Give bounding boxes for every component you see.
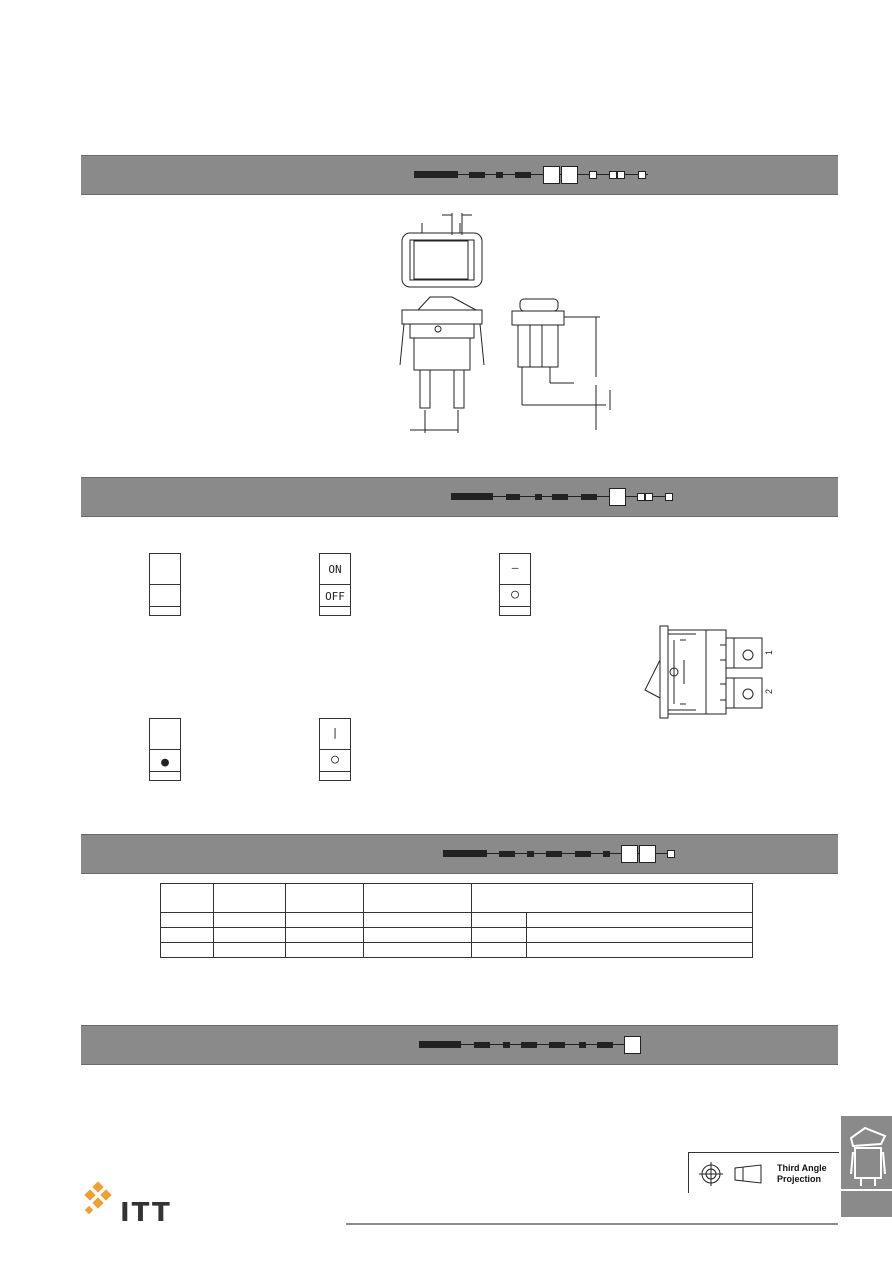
- cap-bottom-symbol: ●: [161, 755, 169, 770]
- section-tab: [841, 1116, 892, 1189]
- cap-top-text: ON: [328, 563, 342, 576]
- footer-rule: [346, 1223, 838, 1225]
- rocker-switch-icon: [841, 1116, 892, 1189]
- table-row: [161, 928, 753, 943]
- cap-bottom-text: OFF: [325, 590, 345, 603]
- projection-line-2: Projection: [777, 1174, 822, 1184]
- cap-bottom-symbol: ○: [511, 587, 519, 602]
- table-header-row: [161, 884, 753, 913]
- projection-line-1: Third Angle: [777, 1163, 827, 1173]
- brand-name: ITT: [120, 1198, 172, 1228]
- cap-marking-blank: [149, 553, 181, 616]
- cap-top-symbol: |: [331, 726, 339, 739]
- terminal-1-label: 1: [764, 649, 774, 655]
- section-band-ratings: [81, 834, 838, 874]
- projection-symbol-icon: [699, 1161, 769, 1187]
- section-band-dimensions: [81, 155, 838, 195]
- section-tab-footer: [841, 1191, 892, 1217]
- cap-top-symbol: —: [511, 561, 519, 574]
- cap-marking-bar-circle: [319, 718, 351, 781]
- circuit-side-view: [630, 620, 790, 725]
- terminal-2-label: 2: [764, 688, 774, 694]
- cap-marking-dash-circle: [499, 553, 531, 616]
- switch-dimension-drawing: [380, 205, 640, 435]
- cap-marking-on-off: [319, 553, 351, 616]
- cap-marking-dot: [149, 718, 181, 781]
- itt-logo-icon: [82, 1181, 118, 1217]
- section-band-cap-marking: [81, 477, 838, 517]
- table-row: [161, 943, 753, 958]
- third-angle-projection: [688, 1152, 839, 1193]
- cap-bottom-symbol: ○: [331, 752, 339, 767]
- table-row: [161, 913, 753, 928]
- section-band-options: [81, 1025, 838, 1065]
- ratings-table: [160, 883, 753, 958]
